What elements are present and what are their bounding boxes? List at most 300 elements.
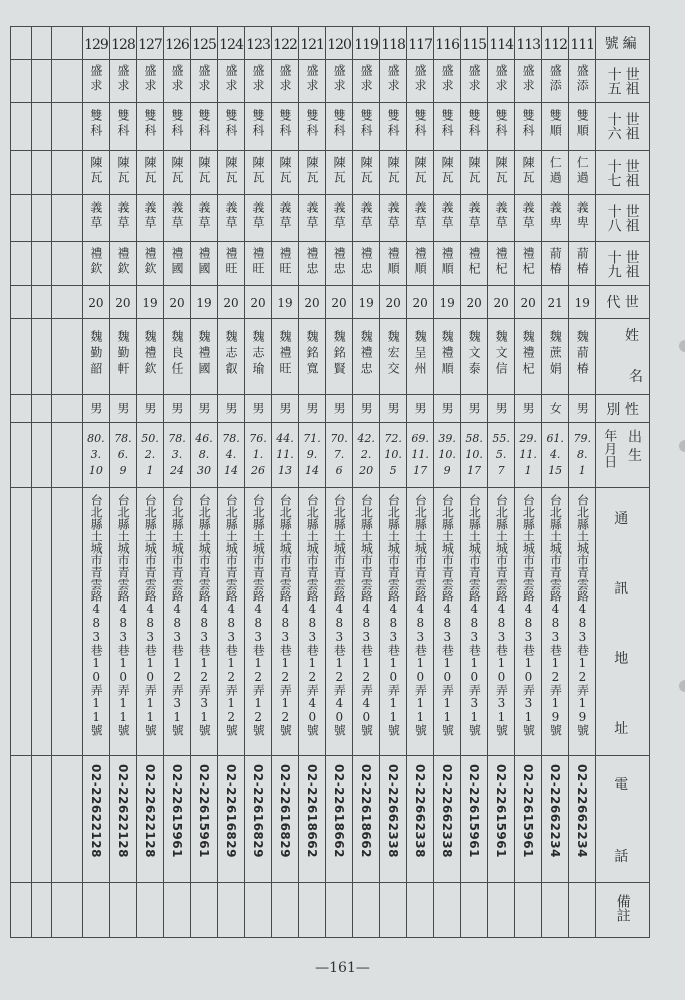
entry-cell-name [326,318,353,395]
blank-cell [11,60,32,102]
entry-cell-g17 [326,151,353,195]
entry-cell-g15 [245,60,272,102]
entry-cell-note [542,883,569,938]
entry-cell-sex [272,395,299,423]
entry-cell-g15 [136,60,163,102]
entry-cell-dai [218,286,245,318]
birth-date-part: 69. [411,432,429,446]
entry-cell-g18 [326,195,353,241]
birth-date [488,431,514,479]
entry-cell-name [190,318,217,395]
entry-cell-g19 [109,241,136,285]
binding-hole [679,440,685,452]
entry-cell-no [542,27,569,60]
header-label: 年月日 [601,429,617,469]
generation-name: 禮杞 [467,246,482,277]
birth-date-part: 1. [252,448,264,462]
entry-cell-name [109,318,136,395]
birth-date [137,431,163,479]
entry-cell-birth [326,423,353,488]
birth-date-part: 6. [117,448,129,462]
entry-cell-g16 [245,102,272,150]
blank-cell [52,241,83,285]
entry-cell-no [353,27,380,60]
birth-date [542,431,568,479]
generation-number: 20 [466,296,482,311]
entry-cell-no [434,27,461,60]
entry-cell-no [461,27,488,60]
entry-cell-g17 [218,151,245,195]
entry-cell-phone [407,756,434,883]
entry-cell-name [245,318,272,395]
birth-date-part: 80. [87,432,105,446]
entry-cell-name [82,318,109,395]
birth-date-part: 24 [169,464,184,478]
blank-cell [11,423,32,488]
entry-cell-address [353,487,380,755]
entry-cell-g19 [245,241,272,285]
sex: 男 [413,402,428,415]
entry-cell-dai [190,286,217,318]
sex: 男 [386,402,401,415]
header-cell-g18 [596,195,650,241]
entry-cell-dai [380,286,407,318]
generation-name: 陳瓦 [494,155,509,186]
entry-cell-note [434,883,461,938]
entry-cell-g19 [461,241,488,285]
entry-cell-g16 [190,102,217,150]
birth-date [191,431,217,479]
generation-name: 盛求 [305,63,320,94]
entry-cell-phone [136,756,163,883]
entry-cell-no [569,27,596,60]
sex: 男 [332,402,347,415]
sex: 女 [548,402,563,415]
sex: 男 [278,402,293,415]
entry-cell-g16 [136,102,163,150]
entry-cell-g17 [299,151,326,195]
generation-name: 陳瓦 [467,155,482,186]
blank-cell [31,756,52,883]
generation-name: 義草 [332,201,347,232]
generation-number: 20 [331,296,347,311]
entry-cell-g15 [434,60,461,102]
entry-cell-g18 [542,195,569,241]
generation-name: 義草 [224,201,238,232]
entry-cell-birth [190,423,217,488]
entry-cell-note [163,883,190,938]
generation-name: 禮旺 [251,246,266,277]
phone-number: 02-22622128 [88,764,103,859]
birth-date [299,431,325,479]
header-label: 通 [614,510,629,527]
entry-cell-address [542,487,569,755]
entry-cell-g15 [515,60,542,102]
entry-cell-g15 [326,60,353,102]
entry-cell-name [407,318,434,395]
blank-cell [31,102,52,150]
entry-cell-g18 [353,195,380,241]
entry-cell-name [299,318,326,395]
blank-cell [11,395,32,423]
entry-cell-g17 [163,151,190,195]
header-label: 號編 [604,36,641,53]
entry-cell-phone [299,756,326,883]
generation-name: 陳瓦 [521,155,536,186]
entry-cell-g16 [163,102,190,150]
generation-number: 20 [88,296,104,311]
generation-name: 盛求 [88,63,103,94]
entry-cell-g17 [109,151,136,195]
generation-number: 20 [412,296,428,311]
person-name: 魏禮欽 [142,330,157,379]
entry-cell-g15 [109,60,136,102]
mailing-address: 台北縣土城市青雲路483巷10弄11號 [116,493,131,736]
table-row [11,27,650,60]
generation-name: 雙科 [305,109,320,140]
generation-name: 仁過 [548,155,563,186]
entry-cell-g15 [163,60,190,102]
birth-date-part: 79. [573,432,591,446]
generation-number: 20 [493,296,509,311]
blank-cell [52,487,83,755]
entry-cell-sex [380,395,407,423]
generation-name: 仁過 [575,155,590,186]
person-name: 魏銘寬 [305,330,320,379]
entry-cell-dai [461,286,488,318]
entry-cell-birth [407,423,434,488]
birth-date-part: 2. [360,448,372,462]
entry-cell-g16 [515,102,542,150]
table-row [11,60,650,102]
entry-number: 126 [165,36,189,53]
entry-cell-address [488,487,515,755]
blank-cell [31,487,52,755]
entry-number: 128 [111,36,135,53]
entry-cell-g17 [461,151,488,195]
entry-cell-phone [326,756,353,883]
generation-name: 義草 [386,201,401,232]
birth-date-part: 20 [359,464,374,478]
birth-date-part: 58. [465,432,483,446]
person-name: 魏勤軒 [115,330,130,379]
header-label: 電 [614,777,629,794]
phone-number: 02-22662234 [575,764,590,859]
entry-cell-g16 [272,102,299,150]
entry-cell-dai [569,286,596,318]
entry-cell-g19 [272,241,299,285]
blank-cell [31,241,52,285]
entry-cell-g19 [542,241,569,285]
header-label: 世祖十六 [605,112,640,141]
generation-name: 陳瓦 [169,155,184,186]
sex: 男 [115,402,130,415]
generation-number: 20 [250,296,266,311]
header-cell-phone [596,756,650,883]
phone-number: 02-22615961 [494,764,509,859]
entry-cell-g18 [461,195,488,241]
sex: 男 [142,402,157,415]
generation-name: 義草 [88,201,103,232]
entry-number: 114 [489,36,514,53]
blank-cell [31,883,52,938]
entry-cell-no [190,27,217,60]
phone-number: 02-22615961 [467,764,482,859]
entry-cell-note [82,883,109,938]
header-label: 世祖十九 [605,249,640,278]
entry-cell-name [136,318,163,395]
phone-number: 02-22616829 [278,764,293,859]
birth-date-part: 46. [195,432,213,446]
entry-cell-g16 [434,102,461,150]
blank-cell [31,60,52,102]
blank-cell [11,241,32,285]
sex: 男 [305,402,320,415]
entry-cell-sex [190,395,217,423]
generation-name: 盛求 [521,63,536,94]
entry-cell-sex [82,395,109,423]
generation-name: 義草 [305,201,320,232]
birth-date-part: 5 [389,464,397,478]
mailing-address: 台北縣土城市青雲路483巷12弄31號 [197,493,212,736]
phone-number: 02-22662338 [413,764,428,859]
generation-name: 盛求 [224,63,238,94]
entry-cell-g18 [515,195,542,241]
entry-cell-address [163,487,190,755]
entry-cell-note [190,883,217,938]
entry-cell-dai [136,286,163,318]
birth-date-part: 10 [88,464,103,478]
blank-cell [11,883,32,938]
entry-cell-sex [163,395,190,423]
generation-name: 陳瓦 [332,155,347,186]
phone-number: 02-22616829 [251,764,266,859]
entry-cell-no [163,27,190,60]
entry-cell-address [245,487,272,755]
entry-number: 113 [516,36,541,53]
entry-number: 116 [435,36,459,53]
blank-cell [52,756,83,883]
entry-cell-g18 [299,195,326,241]
blank-cell [11,151,32,195]
entry-cell-sex [569,395,596,423]
generation-name: 陳瓦 [278,155,293,186]
generation-name: 陳瓦 [224,155,238,186]
person-name: 魏志瑜 [251,330,266,379]
birth-date-part: 76. [249,432,267,446]
generation-name: 盛求 [386,63,401,94]
generation-name: 雙科 [196,109,211,140]
generation-name: 義草 [142,201,157,232]
entry-cell-sex [542,395,569,423]
birth-date-part: 78. [168,432,186,446]
entry-cell-g18 [380,195,407,241]
header-label: 訊 [614,580,629,597]
entry-cell-g19 [136,241,163,285]
birth-date [83,431,109,479]
blank-cell [52,102,83,150]
phone-number: 02-22662338 [440,764,455,859]
entry-cell-address [299,487,326,755]
entry-cell-birth [353,423,380,488]
entry-cell-dai [353,286,380,318]
entry-cell-phone [245,756,272,883]
blank-cell [52,27,83,60]
header-label: 世祖十七 [605,158,640,187]
entry-cell-name [218,318,245,395]
table-row [11,241,650,285]
entry-cell-g18 [218,195,245,241]
entry-cell-g19 [353,241,380,285]
entry-cell-no [109,27,136,60]
blank-cell [31,195,52,241]
generation-name: 盛求 [440,63,455,94]
entry-cell-birth [163,423,190,488]
entry-number: 118 [381,36,405,53]
phone-number: 02-22662234 [548,764,563,859]
generation-name: 雙科 [278,109,293,140]
generation-name: 陳瓦 [251,155,266,186]
generation-name: 雙科 [332,109,347,140]
generation-name: 盛求 [196,63,211,94]
birth-date-part: 9 [443,464,451,478]
entry-cell-dai [163,286,190,318]
blank-cell [11,487,32,755]
birth-date-part: 4. [225,448,237,462]
entry-cell-g18 [488,195,515,241]
blank-cell [52,395,83,423]
birth-date [272,431,298,479]
blank-cell [31,318,52,395]
generation-name: 陳瓦 [115,155,130,186]
mailing-address: 台北縣土城市青雲路483巷12弄40號 [359,493,374,736]
person-name: 魏宏交 [386,330,401,379]
birth-date-part: 11. [411,448,429,462]
entry-cell-sex [515,395,542,423]
table-row [11,756,650,883]
entry-cell-no [272,27,299,60]
table-row [11,423,650,488]
generation-name: 禮忠 [305,246,320,277]
header-cell-no [596,27,650,60]
entry-cell-address [82,487,109,755]
entry-cell-note [299,883,326,938]
entry-cell-g16 [407,102,434,150]
birth-date-part: 7 [497,464,505,478]
mailing-address: 台北縣土城市青雲路483巷12弄12號 [224,493,239,736]
entry-cell-sex [326,395,353,423]
entry-cell-g18 [109,195,136,241]
entry-cell-phone [218,756,245,883]
mailing-address: 台北縣土城市青雲路483巷12弄12號 [251,493,266,736]
entry-cell-g15 [299,60,326,102]
entry-cell-g19 [380,241,407,285]
birth-date-part: 71. [303,432,321,446]
entry-cell-no [407,27,434,60]
birth-date-part: 17 [467,464,482,478]
generation-name: 雙科 [413,109,428,140]
generation-name: 義草 [278,201,293,232]
blank-cell [52,423,83,488]
generation-number: 19 [439,296,455,311]
blank-cell [11,195,32,241]
entry-cell-g15 [380,60,407,102]
entry-cell-birth [461,423,488,488]
birth-date-part: 50. [141,432,159,446]
birth-date [218,431,244,479]
entry-cell-phone [569,756,596,883]
entry-cell-g17 [353,151,380,195]
birth-date-part: 15 [548,464,563,478]
entry-cell-no [380,27,407,60]
generation-number: 19 [277,296,293,311]
generation-name: 雙科 [224,109,238,140]
entry-cell-address [272,487,299,755]
person-name: 魏禮順 [440,330,455,379]
birth-date-part: 26 [251,464,266,478]
entry-cell-g16 [488,102,515,150]
birth-date-part: 6 [335,464,343,478]
entry-cell-g19 [163,241,190,285]
entry-cell-no [218,27,245,60]
entry-cell-g17 [380,151,407,195]
header-cell-sex [596,395,650,423]
phone-number: 02-22618662 [332,764,347,859]
generation-name: 盛求 [467,63,482,94]
generation-number: 19 [574,296,590,311]
birth-date-part: 14 [224,464,238,478]
generation-name: 義草 [251,201,266,232]
phone-number: 02-22618662 [305,764,320,859]
generation-name: 陳瓦 [440,155,455,186]
entry-cell-note [569,883,596,938]
entry-cell-birth [109,423,136,488]
person-name: 魏文泰 [467,330,482,379]
entry-cell-g18 [245,195,272,241]
generation-name: 盛求 [169,63,184,94]
generation-name: 陳瓦 [305,155,320,186]
entry-cell-phone [515,756,542,883]
generation-name: 雙科 [521,109,536,140]
header-cell-dai [596,286,650,318]
entry-number: 119 [354,36,378,53]
blank-cell [31,395,52,423]
entry-cell-g19 [434,241,461,285]
generation-name: 雙科 [440,109,455,140]
blank-cell [11,756,32,883]
sex: 男 [440,402,455,415]
entry-cell-sex [299,395,326,423]
entry-cell-g15 [461,60,488,102]
generation-number: 20 [169,296,185,311]
entry-cell-g15 [190,60,217,102]
mailing-address: 台北縣土城市青雲路483巷12弄40號 [305,493,320,736]
mailing-address: 台北縣土城市青雲路483巷12弄31號 [170,493,185,736]
birth-date-part: 11. [276,448,294,462]
sex: 男 [575,402,590,415]
birth-date-part: 5. [495,448,507,462]
entry-cell-name [272,318,299,395]
birth-date-part: 10. [465,448,483,462]
entry-cell-name [163,318,190,395]
header-cell-g17 [596,151,650,195]
entry-cell-address [461,487,488,755]
birth-date-part: 55. [492,432,510,446]
birth-date-part: 1 [146,464,154,478]
entry-cell-dai [407,286,434,318]
generation-name: 盛求 [142,63,157,94]
person-name: 魏禮忠 [359,330,374,379]
